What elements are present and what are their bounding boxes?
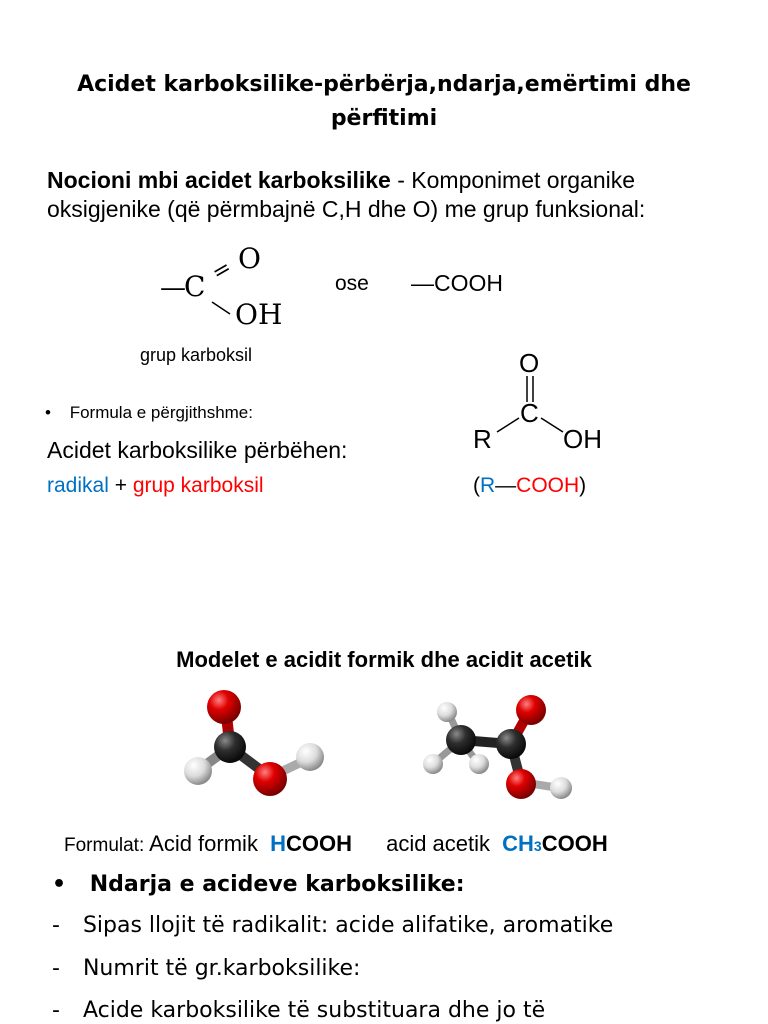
acetik-rest: COOH: [541, 831, 608, 856]
intro-rest: - Komponimet organike oksigjenike (që përmbajnë C,H dhe O) me grup funksional:: [47, 167, 646, 222]
acetic-acid-model: [415, 688, 585, 813]
paren-open: (: [473, 474, 480, 497]
ndarja-heading-text: Ndarja e acideve karboksilike:: [89, 872, 465, 897]
formic-acid-model: [170, 685, 340, 815]
cooh-condensed: —COOH: [411, 270, 503, 296]
acetic-carbon-carboxyl: [496, 729, 526, 759]
carboxyl-caption: grup karboksil: [140, 345, 253, 365]
rcooh-structure: [465, 340, 625, 465]
formic-oxygen-top: [207, 690, 241, 724]
carboxyl-oh: OH: [235, 298, 283, 331]
acetic-h2: [423, 754, 443, 774]
grup-karboksil-text: grup karboksil: [132, 474, 264, 497]
formic-h-left: [184, 757, 212, 785]
plus-sign: +: [108, 474, 133, 497]
ndarja-item-text: Acide karboksilike të substituara dhe jo të: [82, 998, 546, 1023]
formik-label: Acid formik: [144, 831, 265, 856]
rcooh-formula: [473, 474, 586, 498]
acetic-h1: [437, 702, 457, 722]
carboxyl-c: C: [184, 270, 206, 303]
acetic-oxygen-top: [516, 695, 546, 725]
formic-h-right: [296, 743, 324, 771]
ndarja-bullet: •: [52, 872, 67, 897]
acetic-carbon-methyl: [446, 725, 476, 755]
rcooh-bond-oh: [541, 418, 563, 432]
radikal-text: radikal: [47, 474, 109, 497]
carboxyl-dash: —: [160, 273, 186, 303]
acetik-sub: 3: [533, 838, 542, 854]
ndarja-heading: [52, 872, 465, 897]
r-dash: —: [495, 474, 517, 497]
formik-h: H: [270, 831, 286, 856]
acetik-label: acid acetik: [386, 831, 497, 856]
acetic-h3: [469, 754, 489, 774]
formulat-line: [64, 831, 608, 857]
models-heading: Modelet e acidit formik dhe acidit acetik: [176, 647, 592, 672]
ndarja-dash: -: [52, 913, 60, 938]
page-title: [0, 68, 768, 136]
formic-oxygen-bottom: [253, 762, 287, 796]
rcooh-c: C: [520, 398, 539, 428]
acetic-h-oh: [550, 777, 572, 799]
ndarja-item: [52, 998, 545, 1023]
paren-close: ): [579, 474, 587, 497]
ndarja-item-text: Numrit të gr.karboksilike:: [82, 956, 361, 981]
intro-bold: Nocioni mbi acidet karboksilike: [47, 167, 391, 193]
title-line-1: Acidet karboksilike-përbërja,ndarja,emërtimi dhe: [77, 72, 691, 97]
ndarja-item: [52, 913, 613, 938]
ose-word: ose: [335, 272, 369, 295]
ndarja-item-text: Sipas llojit të radikalit: acide alifatike, aromatike: [82, 913, 614, 938]
r-blue: R: [480, 474, 496, 497]
ndarja-dash: -: [52, 998, 60, 1023]
carboxyl-double-bond: =: [207, 255, 237, 287]
acetic-oxygen-bottom: [506, 769, 536, 799]
carboxyl-o: O: [238, 242, 261, 275]
rcooh-bond-r: [497, 418, 519, 432]
rcooh-o: O: [519, 348, 540, 378]
formula-bullet: [45, 403, 253, 423]
carboxyl-structure: [150, 240, 310, 336]
formik-rest: COOH: [285, 831, 352, 856]
composition-line: Acidet karboksilike përbëhen:: [47, 437, 348, 463]
title-line-2: përfitimi: [330, 106, 438, 131]
bullet-dot: •: [45, 403, 51, 422]
formic-carbon: [214, 731, 246, 763]
rcooh-oh: OH: [563, 424, 602, 454]
acetik-ch: CH: [502, 831, 534, 856]
cooh-red: COOH: [516, 474, 580, 497]
formulat-label: Formulat:: [64, 835, 145, 856]
formula-bullet-text: Formula e përgjithshme:: [69, 403, 253, 422]
ndarja-dash: -: [52, 956, 60, 981]
carboxyl-single-bond: [212, 302, 230, 314]
rcooh-r: R: [473, 424, 492, 454]
composition-formula: [47, 474, 264, 498]
intro-paragraph: [47, 166, 747, 224]
ndarja-item: [52, 956, 360, 981]
